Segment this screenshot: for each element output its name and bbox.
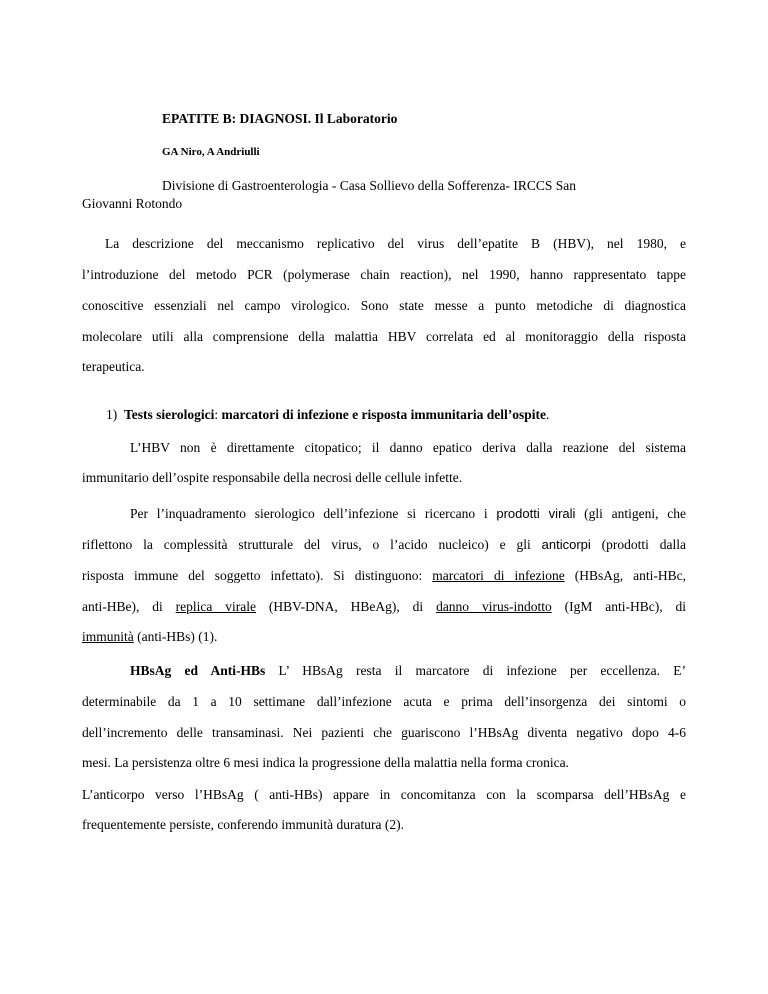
- section-heading-b: marcatori di infezione e risposta immunitaria dell’ospite: [221, 407, 546, 422]
- p1-line-1: L’HBV non è direttamente citopatico; il danno epatico deriva dalla reazione del sistema: [130, 440, 686, 455]
- replica-virale-term: replica virale: [175, 599, 256, 614]
- p3-line-6: frequentemente persiste, conferendo immunità duratura (2).: [82, 817, 404, 832]
- p2-line-2-a: riflettono la complessità strutturale del virus, o l’acido nucleico) e gli: [82, 537, 542, 552]
- intro-line-1: La descrizione del meccanismo replicativo del virus dell’epatite B (HBV), nel 1980, e: [105, 236, 686, 251]
- p3-line-4: mesi. La persistenza oltre 6 mesi indica la progressione della malattia nella forma cronica.: [82, 755, 569, 770]
- p2-line-3: [82, 567, 686, 585]
- danno-virus-indotto-term: danno virus-indotto: [436, 599, 552, 614]
- p2-line-4-e: (IgM anti-HBc), di: [551, 599, 686, 614]
- p2-line-4-a: anti-HBe), di: [82, 599, 176, 614]
- p3-line-3: dell’incremento delle transaminasi. Nei pazienti che guariscono l’HBsAg diventa negativo dopo 4-6: [82, 725, 686, 740]
- document-title: EPATITE B: DIAGNOSI. Il Laboratorio: [162, 111, 398, 126]
- p3-line-2: determinabile da 1 a 10 settimane dall’infezione acuta e prima dell’insorgenza dei sintomi o: [82, 694, 686, 709]
- p2-line-1: [130, 505, 686, 523]
- affiliation-line-2: Giovanni Rotondo: [82, 196, 183, 211]
- section-heading-a: Tests sierologici: [124, 407, 215, 422]
- prodotti-virali-term: prodotti virali: [496, 506, 576, 521]
- p2-line-2-c: (prodotti dalla: [590, 537, 686, 552]
- immunita-term: immunità: [82, 629, 134, 644]
- p2-line-3-a: risposta immune del soggetto infettato). Si distinguono:: [82, 568, 433, 583]
- intro-line-4: molecolare utili alla comprensione della malattia HBV correlata ed al monitoraggio della risposta: [82, 329, 686, 344]
- document-authors: GA Niro, A Andriulli: [162, 146, 260, 158]
- p2-line-5: [82, 629, 686, 645]
- intro-line-5: terapeutica.: [82, 359, 145, 374]
- p2-line-5-b: (anti-HBs) (1).: [133, 629, 218, 644]
- anticorpi-term: anticorpi: [541, 537, 591, 552]
- section-heading-sep: :: [214, 407, 222, 422]
- section-1-heading: [106, 407, 549, 423]
- p2-line-4-c: (HBV-DNA, HBeAg), di: [256, 599, 437, 614]
- p3-line-5: L’anticorpo verso l’HBsAg ( anti-HBs) appare in concomitanza con la scomparsa dell’HBsAg e: [82, 787, 686, 802]
- p2-line-3-c: (HBsAg, anti-HBc,: [564, 568, 686, 583]
- p2-line-2: [82, 536, 686, 554]
- p2-line-1-c: (gli antigeni, che: [575, 506, 686, 521]
- p3-line-1: [130, 662, 686, 680]
- p3-line-1-b: L’ HBsAg resta il marcatore di infezione per eccellenza. E’: [265, 663, 686, 678]
- affiliation-line-1: Divisione di Gastroenterologia - Casa Sollievo della Sofferenza- IRCCS San: [162, 178, 577, 193]
- marcatori-infezione-term: marcatori di infezione: [432, 568, 565, 583]
- p2-line-1-a: Per l’inquadramento sierologico dell’infezione si ricercano i: [130, 506, 497, 521]
- section-heading-end: .: [545, 407, 550, 422]
- intro-line-2: l’introduzione del metodo PCR (polymerase chain reaction), nel 1990, hanno rappresentato tappe: [82, 267, 686, 282]
- p2-line-4: [82, 598, 686, 616]
- hbsag-subheading: HBsAg ed Anti-HBs: [130, 663, 266, 678]
- p1-line-2: immunitario dell’ospite responsabile della necrosi delle cellule infette.: [82, 470, 463, 485]
- section-number: 1): [106, 407, 118, 422]
- intro-line-3: conoscitive essenziali nel campo virologico. Sono state messe a punto metodiche di diagnostica: [82, 298, 686, 313]
